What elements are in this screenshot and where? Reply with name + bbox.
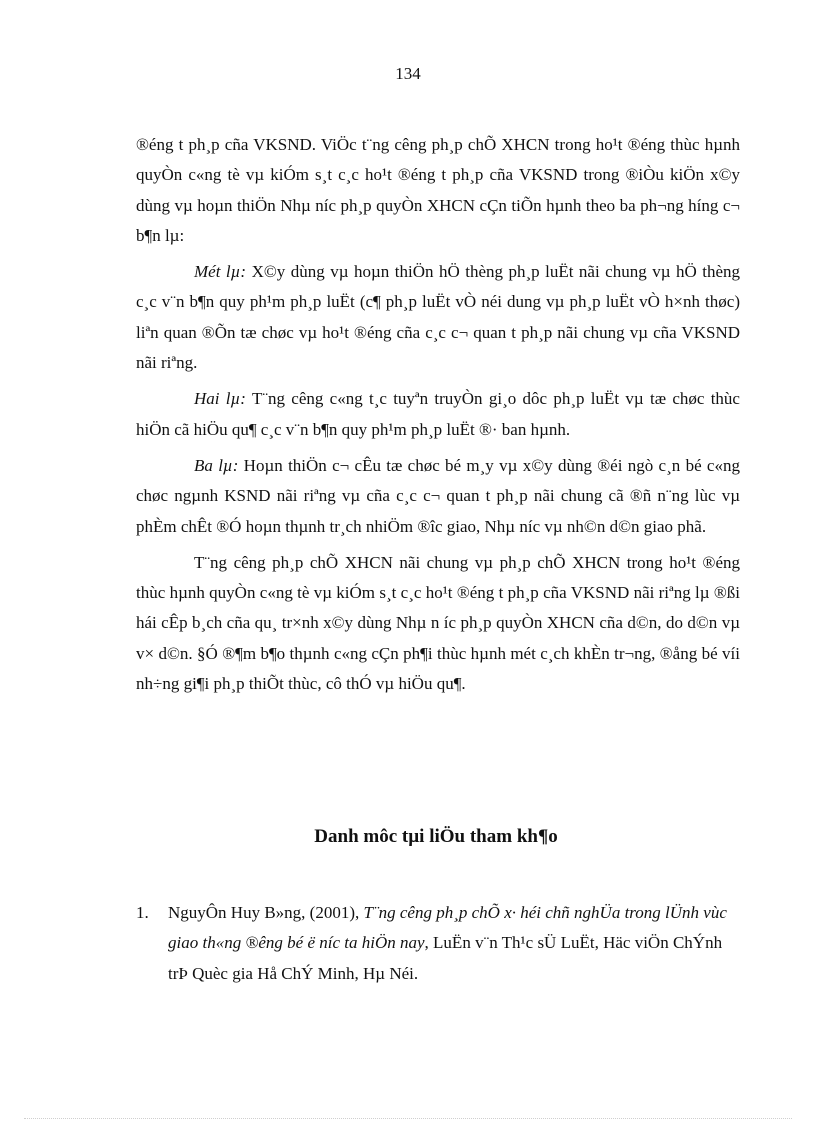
body-text <box>136 130 740 699</box>
paragraph: ®éng t ph¸p cña VKSND. ViÖc t¨ng cêng ph¸p chÕ XHCN trong ho¹t ®éng thùc hµnh quyÒn c«ng tè vµ kiÓm s¸t c¸c ho¹t ®éng t ph¸p cña VKSND trong ®iÒu kiÖn x©y dùng vµ hoµn thiÖn Nhµ níc ph¸p quyÒn XHCN cÇn tiÕn hµnh theo ba ph¬ng híng c¬ b¶n lµ: <box>136 135 740 245</box>
reference-number: 1. <box>136 903 149 922</box>
reference-item <box>136 898 740 989</box>
paragraph: T¨ng cêng ph¸p chÕ XHCN nãi chung vµ ph¸p chÕ XHCN trong ho¹t ®éng thùc hµnh quyÒn c«ng tè vµ kiÓm s¸t c¸c ho¹t ®éng t ph¸p cña VKSND nãi riªng lµ ®ßi hái cÊp b¸ch cña qu¸ tr×nh x©y dùng Nhµ n íc ph¸p quyÒn XHCN cña d©n, do d©n vµ v× d©n. §Ó ®¶m b¶o thµnh c«ng cÇn ph¶i thùc hµnh mét c¸ch khÈn tr¬ng, ®ång bé víi nh÷ng gi¶i ph¸p thiÕt thùc, cô thÓ vµ hiÖu qu¶. <box>136 552 740 694</box>
paragraph-text: T¨ng cêng c«ng t¸c tuyªn truyÒn gi¸o dôc ph¸p luËt vµ tæ chøc thùc hiÖn cã hiÖu qu¶ c¸c v¨n b¶n quy ph¹m ph¸p luËt ®· ban hµnh. <box>136 389 740 439</box>
paragraph-text: Hoµn thiÖn c¬ cÊu tæ chøc bé m¸y vµ x©y dùng ®éi ngò c¸n bé c«ng chøc ngµnh KSND nãi riªng vµ cña c¸c c¬ quan t ph¸p nãi chung cã ®ñ n¨ng lùc vµ phÈm chÊt ®Ó hoµn thµnh tr¸ch nhiÖm ®îc giao, Nhµ níc vµ nh©n d©n giao phã. <box>136 455 740 536</box>
reference-author: NguyÔn Huy B»ng, (2001), <box>168 903 364 922</box>
paragraph <box>136 384 740 445</box>
page-number: 134 <box>395 64 421 83</box>
paragraph <box>136 451 740 542</box>
reference-text <box>168 898 740 989</box>
reference-rest: , LuËn v¨n Th¹c sÜ LuËt, Häc viÖn ChÝnh trÞ Quèc gia Hå ChÝ Minh, Hµ Néi. <box>168 933 723 983</box>
paragraph-lead: Ba lµ: <box>194 455 239 475</box>
paragraph-lead: Hai lµ: <box>194 389 246 409</box>
section-heading: Danh môc tµi liÖu tham kh¶o <box>314 826 558 847</box>
paragraph <box>136 257 740 378</box>
page-bottom-rule <box>24 1118 792 1119</box>
reference-title: T¨ng cêng ph¸p chÕ x· héi chñ nghÜa trong lÜnh vùc giao th«ng ®êng bé ë níc ta hiÖn nay <box>168 903 727 953</box>
paragraph-text: X©y dùng vµ hoµn thiÖn hÖ thèng ph¸p luËt nãi chung vµ hÖ thèng c¸c v¨n b¶n quy ph¹m ph¸p luËt (c¶ ph¸p luËt vÒ néi dung vµ ph¸p luËt vÒ h×nh thøc) liªn quan ®Õn tæ chøc vµ ho¹t ®éng cña c¸c c¬ quan t ph¸p nãi chung vµ cña VKSND nãi riªng. <box>136 262 740 373</box>
paragraph-lead: Mét lµ: <box>194 262 247 282</box>
